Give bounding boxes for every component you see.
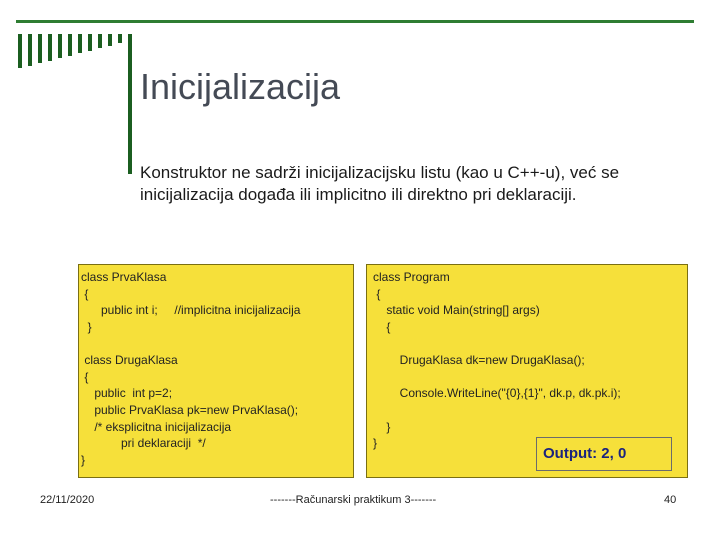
decorative-bar (48, 34, 52, 61)
output-label: Output: 2, 0 (543, 445, 627, 462)
top-divider-line (16, 20, 694, 23)
code-line: public int p=2; (81, 386, 173, 400)
decorative-bar (38, 34, 42, 63)
decorative-bar (118, 34, 122, 43)
decorative-bar (78, 34, 82, 53)
code-line: { (373, 287, 381, 301)
code-line: DrugaKlasa dk=new DrugaKlasa(); (373, 353, 585, 367)
code-line: class PrvaKlasa (81, 270, 167, 284)
code-line: } (373, 436, 378, 450)
decorative-bar (98, 34, 102, 48)
code-line: } (81, 320, 92, 334)
code-box-left (78, 264, 354, 478)
code-line: { (81, 370, 89, 384)
decorative-bar (18, 34, 22, 68)
code-line: static void Main(string[] args) (373, 303, 540, 317)
code-line: { (373, 320, 391, 334)
output-box (536, 437, 672, 471)
footer-center-text: -------Računarski praktikum 3------- (270, 494, 437, 506)
page-number: 40 (664, 494, 677, 506)
code-line: { (81, 287, 89, 301)
footer-date: 22/11/2020 (40, 494, 95, 506)
slide-title: Inicijalizacija (140, 66, 341, 107)
code-line: } (81, 453, 86, 467)
code-line: class DrugaKlasa (81, 353, 178, 367)
code-line: pri deklaraciji */ (81, 436, 206, 450)
slide-subtitle: Konstruktor ne sadrži inicijalizacijsku listu (kao u C++-u), već se inicijalizacija događa ili implicitno ili direktno pri deklaraciji. (140, 163, 620, 204)
code-line: public PrvaKlasa pk=new PrvaKlasa(); (81, 403, 299, 417)
code-line: Console.WriteLine("{0},{1}", dk.p, dk.pk.i); (373, 386, 621, 400)
decorative-bar (108, 34, 112, 46)
code-line: public int i; //implicitna inicijalizacija (81, 303, 301, 317)
decorative-bar (68, 34, 72, 56)
decorative-bar (58, 34, 62, 58)
code-line: } (373, 420, 391, 434)
code-line: /* eksplicitna inicijalizacija (81, 420, 232, 434)
decorative-bar (28, 34, 32, 66)
decorative-bar (88, 34, 92, 51)
decorative-bar (128, 34, 132, 174)
code-line: class Program (373, 270, 450, 284)
decorative-bars (18, 34, 144, 174)
